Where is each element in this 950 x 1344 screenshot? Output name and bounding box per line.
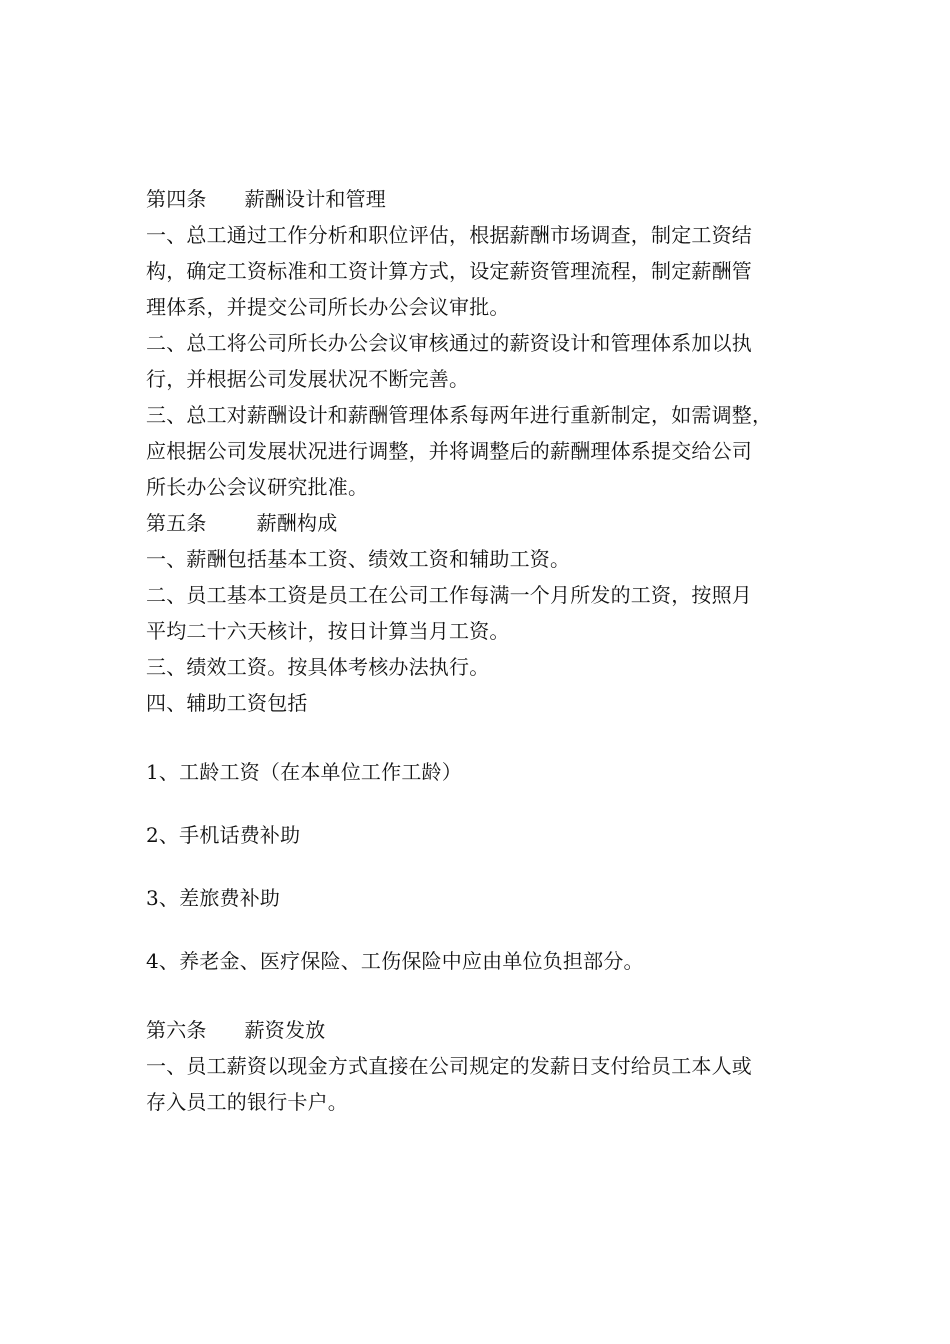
paragraph-line: 二、员工基本工资是员工在公司工作每满一个月所发的工资，按照月: [146, 583, 752, 607]
paragraph-line: 平均二十六天核计，按日计算当月工资。: [146, 619, 510, 643]
paragraph-line: 三、总工对薪酬设计和薪酬管理体系每两年进行重新制定，如需调整，: [146, 403, 773, 427]
article-6-title: 薪资发放: [244, 1018, 326, 1042]
paragraph-line: 行，并根据公司发展状况不断完善。: [146, 367, 470, 391]
paragraph-line: 所长办公会议研究批准。: [146, 475, 369, 499]
paragraph-line: 理体系，并提交公司所长办公会议审批。: [146, 295, 510, 319]
document-body: [146, 181, 836, 1120]
paragraph-line: 存入员工的银行卡户。: [146, 1090, 348, 1114]
article-4-number: 第四条: [146, 187, 207, 211]
paragraph-line: 应根据公司发展状况进行调整，并将调整后的薪酬理体系提交给公司: [146, 439, 752, 463]
paragraph-line: 构，确定工资标准和工资计算方式，设定薪资管理流程，制定薪酬管: [146, 259, 752, 283]
article-4-title: 薪酬设计和管理: [244, 187, 387, 211]
article-6-heading: [146, 1012, 836, 1048]
list-item: 1、工龄工资（在本单位工作工龄）: [146, 760, 462, 784]
paragraph-line: 一、薪酬包括基本工资、绩效工资和辅助工资。: [146, 547, 571, 571]
paragraph-line: 三、绩效工资。按具体考核办法执行。: [146, 655, 490, 679]
article-5-title: 薪酬构成: [256, 511, 338, 535]
paragraph-line: 一、总工通过工作分析和职位评估，根据薪酬市场调查，制定工资结: [146, 223, 752, 247]
article-5-heading: [146, 505, 836, 541]
paragraph-line: 四、辅助工资包括: [146, 691, 308, 715]
article-5-number: 第五条: [146, 511, 207, 535]
article-4-heading: [146, 181, 836, 217]
list-item: 3、差旅费补助: [146, 886, 281, 910]
list-item: 4、养老金、医疗保险、工伤保险中应由单位负担部分。: [146, 949, 644, 973]
paragraph-line: 二、总工将公司所长办公会议审核通过的薪资设计和管理体系加以执: [146, 331, 752, 355]
paragraph-line: 一、员工薪资以现金方式直接在公司规定的发薪日支付给员工本人或: [146, 1054, 752, 1078]
article-6-number: 第六条: [146, 1018, 207, 1042]
list-item: 2、手机话费补助: [146, 823, 301, 847]
